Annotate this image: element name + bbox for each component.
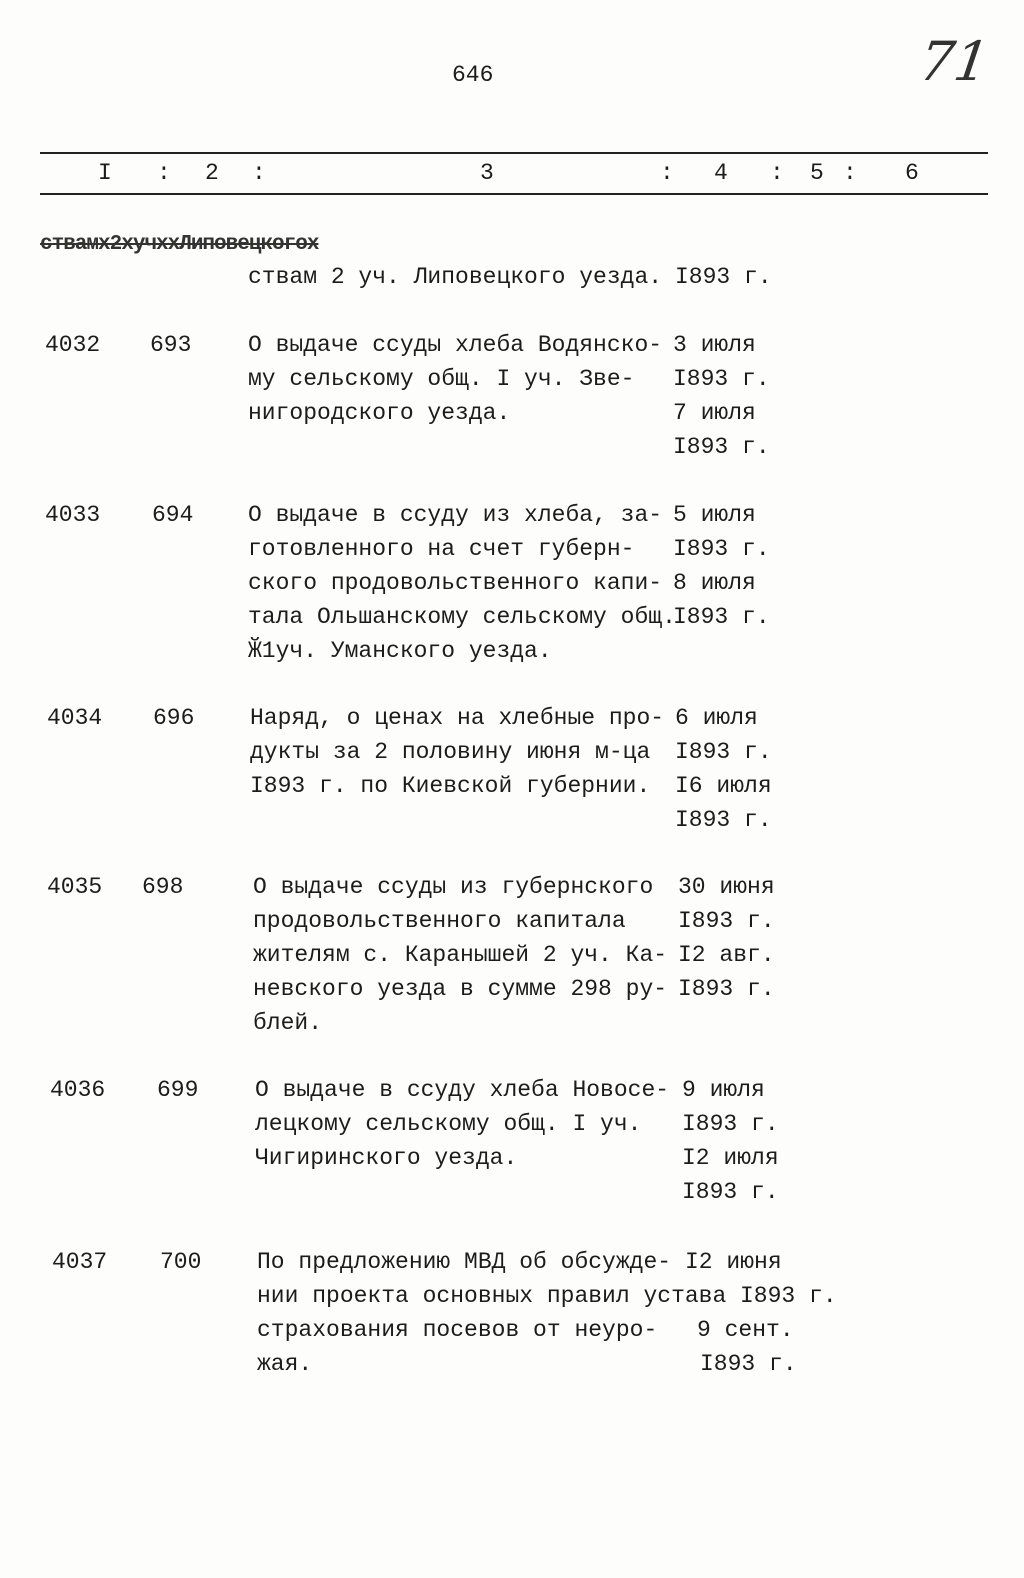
column-header: 2 — [205, 160, 219, 186]
entry-date-line: I893 г. — [673, 434, 770, 460]
entry-date-line: I2 июля — [682, 1145, 779, 1171]
entry-description-line: жителям с. Каранышей 2 уч. Ка- — [253, 942, 668, 968]
entry-description-line: О выдаче в ссуду хлеба Новосе- — [255, 1077, 670, 1103]
column-header: 3 — [480, 160, 494, 186]
struck-out-line: ствамх2хучххЛиповецкогох — [40, 233, 319, 256]
entry-description-line: лецкому сельскому общ. I уч. — [255, 1111, 642, 1137]
entry-description-line: продовольственного капитала — [253, 908, 626, 934]
entry-date-line: I893 г. — [675, 807, 772, 833]
entry-description-line: жая. — [257, 1351, 313, 1377]
entry-code: 694 — [152, 502, 194, 528]
column-separator: : — [770, 160, 784, 186]
continuation-date: I893 г. — [675, 264, 772, 290]
entry-date-line: I893 г. — [740, 1283, 837, 1309]
entry-date-line: 30 июня — [678, 874, 775, 900]
entry-number: 4035 — [47, 874, 103, 900]
entry-code: 693 — [150, 332, 192, 358]
entry-date-line: I893 г. — [678, 976, 775, 1002]
entry-number: 4036 — [50, 1077, 106, 1103]
column-header: I — [98, 160, 112, 186]
entry-date-line: I893 г. — [673, 536, 770, 562]
entry-date-line: I893 г. — [673, 366, 770, 392]
entry-number: 4034 — [47, 705, 103, 731]
entry-description-line: Наряд, о ценах на хлебные про- — [250, 705, 665, 731]
column-separator: : — [660, 160, 674, 186]
entry-description-line: По предложению МВД об обсужде- — [257, 1249, 672, 1275]
entry-description-line: блей. — [253, 1010, 323, 1036]
column-separator: : — [252, 160, 266, 186]
entry-number: 4033 — [45, 502, 101, 528]
column-header: 5 — [810, 160, 824, 186]
entry-description-line: О выдаче в ссуду из хлеба, за- — [248, 502, 663, 528]
entry-description-line: дукты за 2 половину июня м-ца — [250, 739, 651, 765]
entry-date-line: I893 г. — [700, 1351, 797, 1377]
entry-description-line: О выдаче ссуды из губернского — [253, 874, 654, 900]
entry-description-line: невского уезда в сумме 298 ру- — [253, 976, 668, 1002]
page-number: 646 — [452, 62, 494, 88]
column-separator: : — [157, 160, 171, 186]
header-rule-top — [40, 152, 988, 154]
column-separator: : — [843, 160, 857, 186]
entry-description-line: страхования посевов от неуро- — [257, 1317, 658, 1343]
entry-description-line: тала Ольшанскому сельскому общ. — [248, 604, 676, 630]
folio-number: 71 — [915, 30, 994, 93]
entry-date-line: 8 июля — [673, 570, 756, 596]
entry-date-line: I893 г. — [682, 1111, 779, 1137]
entry-description-line: готовленного на счет губерн- — [248, 536, 635, 562]
entry-date-line: I893 г. — [678, 908, 775, 934]
entry-date-line: 5 июля — [673, 502, 756, 528]
entry-code: 700 — [160, 1249, 202, 1275]
entry-date-line: 3 июля — [673, 332, 756, 358]
entry-date-line: I2 июня — [685, 1249, 782, 1275]
entry-date-line: 6 июля — [675, 705, 758, 731]
entry-description-line: О выдаче ссуды хлеба Водянско- — [248, 332, 663, 358]
entry-date-line: 7 июля — [673, 400, 756, 426]
entry-description-line: Ӂ1уч. Уманского уезда. — [248, 638, 552, 664]
entry-description-line: ского продовольственного капи- — [248, 570, 663, 596]
entry-number: 4032 — [45, 332, 101, 358]
entry-description-line: Чигиринского уезда. — [255, 1145, 518, 1171]
entry-description-line: нии проекта основных правил устава — [257, 1283, 727, 1309]
entry-date-line: 9 июля — [682, 1077, 765, 1103]
column-header: 4 — [714, 160, 728, 186]
entry-description-line: му сельскому общ. I уч. Зве- — [248, 366, 635, 392]
entry-date-line: I893 г. — [682, 1179, 779, 1205]
header-rule-bottom — [40, 193, 988, 195]
continuation-desc: ствам 2 уч. Липовецкого уезда. — [248, 264, 663, 290]
entry-number: 4037 — [52, 1249, 108, 1275]
column-header: 6 — [905, 160, 919, 186]
entry-date-line: I6 июля — [675, 773, 772, 799]
entry-date-line: I893 г. — [675, 739, 772, 765]
entry-code: 698 — [142, 874, 184, 900]
entry-code: 699 — [157, 1077, 199, 1103]
entry-description-line: нигородского уезда. — [248, 400, 511, 426]
entry-date-line: I893 г. — [673, 604, 770, 630]
entry-date-line: I2 авг. — [678, 942, 775, 968]
entry-description-line: I893 г. по Киевской губернии. — [250, 773, 651, 799]
entry-code: 696 — [153, 705, 195, 731]
entry-date-line: 9 сент. — [697, 1317, 794, 1343]
